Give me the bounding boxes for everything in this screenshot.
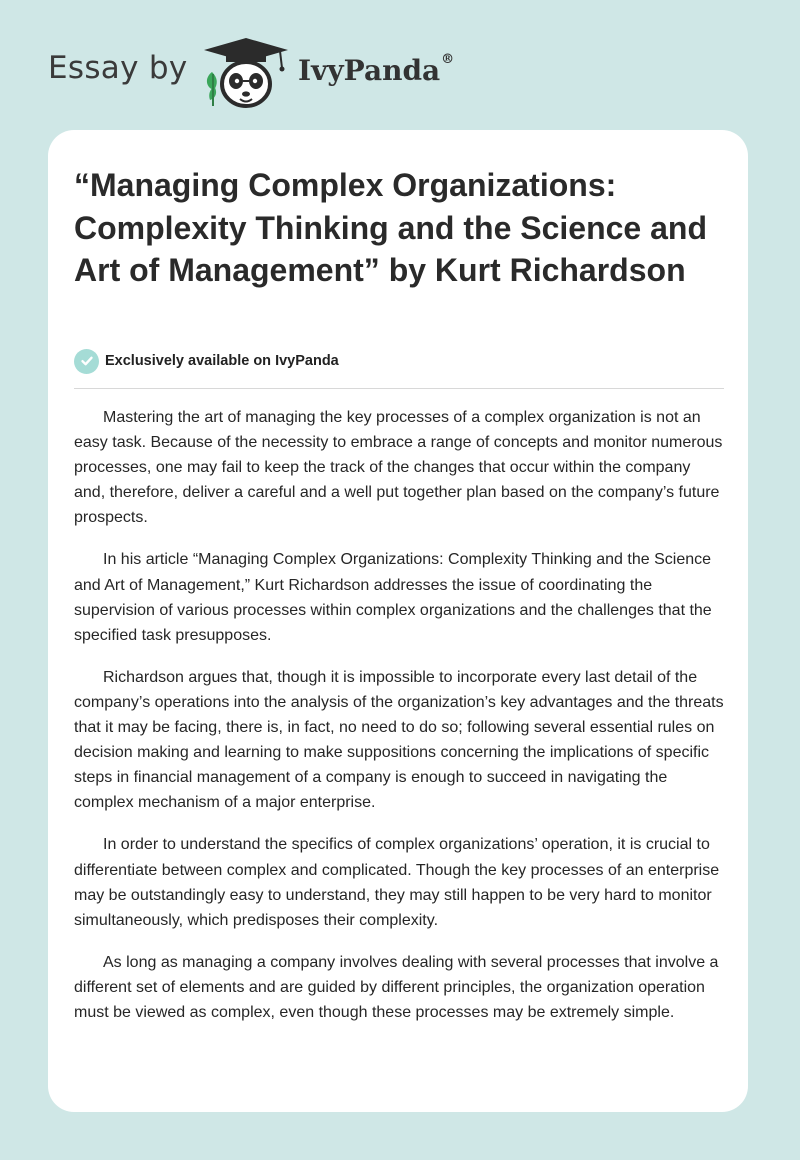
paragraph: As long as managing a company involves dealing with several processes that involve a different set of elements and are guided by different principles, the organization operation must be viewed as complex, even though these processes may be extremely simple. bbox=[74, 953, 719, 1021]
exclusive-badge bbox=[74, 347, 339, 375]
brand-name[interactable]: IvyPanda® bbox=[298, 52, 455, 87]
paragraph: Mastering the art of managing the key processes of a complex organization is not an easy task. Because of the necessity to embrace a range of concepts and monitor numerous processes, one may fail to keep the track of the changes that occur within the company and, therefore, deliver a careful and a well put together plan based on the company’s future prospects. bbox=[74, 409, 723, 527]
essay-card bbox=[48, 130, 748, 1112]
check-icon bbox=[74, 349, 99, 374]
essay-body bbox=[74, 405, 724, 1042]
paragraph: In order to understand the specifics of complex organizations’ operation, it is crucial to differentiate between complex and complicated. Though the key processes of an enterprise may be outstandingly easy to understand, they may still happen to be very hard to monitor simultaneously, which predisposes their complexity. bbox=[74, 836, 720, 929]
paragraph: Richardson argues that, though it is impossible to incorporate every last detail of the company’s operations into the analysis of the organization’s key advantages and the threats that it may be facing, there is, in fact, no need to do so; following several essential rules on decision making and learning to make suppositions concerning the implications of specific steps in financial management of a company is enough to succeed in navigating the complex mechanism of a major enterprise. bbox=[74, 668, 724, 812]
title-divider bbox=[74, 388, 724, 389]
registered-mark: ® bbox=[441, 52, 455, 67]
essay-title: “Managing Complex Organizations: Complexity Thinking and the Science and Art of Management” by Kurt Richardson bbox=[74, 167, 707, 288]
essay-by-label: Essay by bbox=[48, 50, 188, 86]
panda-logo-icon[interactable] bbox=[200, 36, 292, 110]
paragraph: In his article “Managing Complex Organizations: Complexity Thinking and the Science and Art of Management,” Kurt Richardson addresses the issue of coordinating the supervision of various processes within complex organizations and the challenges that the specified task presupposes. bbox=[74, 551, 712, 644]
site-header bbox=[0, 0, 800, 130]
badge-label: Exclusively available on IvyPanda bbox=[105, 353, 339, 369]
